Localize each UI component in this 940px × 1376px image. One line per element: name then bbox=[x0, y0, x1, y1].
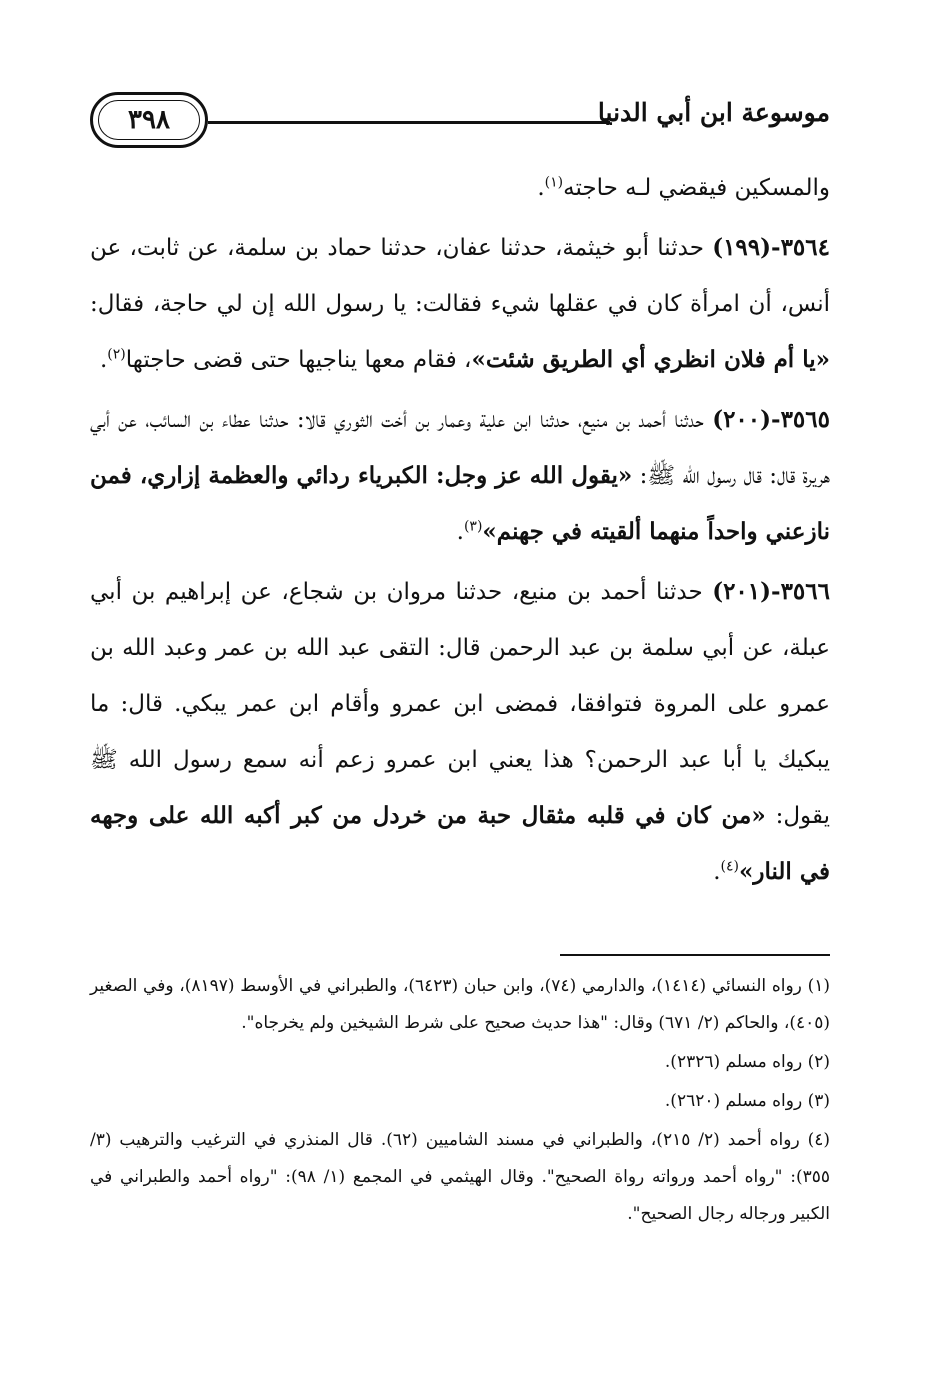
page-number: ٣٩٨ bbox=[128, 105, 170, 135]
footnote: (٣) رواه مسلم (٢٦٢٠). bbox=[664, 1091, 830, 1111]
hadith-paragraph bbox=[90, 220, 830, 388]
hadith-paragraph bbox=[90, 392, 830, 560]
footnote: (٢) رواه مسلم (٢٣٢٦). bbox=[664, 1052, 830, 1072]
footnotes bbox=[90, 968, 830, 1233]
paragraph-end: . bbox=[713, 859, 721, 885]
main-text bbox=[90, 160, 830, 900]
footnote-ref: (٣) bbox=[463, 518, 483, 535]
footnote: (٤) رواه أحمد (٢/ ٢١٥)، والطبراني في مسند الشاميين (٦٢). قال المنذري في الترغيب والترهيب (٣/ ٣٥٥): "رواه أحمد ورواته رواة الصحيح". وقال الهيثمي في المجمع (١/ ٩٨): "رواه أحمد والطبراني في الكبير ورجاله رجال الصحيح". bbox=[90, 1130, 830, 1224]
hadith-paragraph bbox=[90, 564, 830, 900]
footnote-ref: (٢) bbox=[107, 346, 126, 363]
paragraph-end: . bbox=[537, 175, 545, 201]
paragraph-continuation bbox=[90, 160, 830, 216]
paragraph-end: . bbox=[99, 347, 108, 373]
hadith-number: ٣٥٦٥-(٢٠٠) bbox=[712, 406, 830, 433]
header-rule bbox=[208, 121, 610, 124]
hadith-matn: «يا أم فلان انظري أي الطريق شئت» bbox=[471, 346, 830, 373]
paragraph-text: ، فقام معها يناجيها حتى قضى حاجتها bbox=[125, 347, 472, 373]
footnote-ref: (١) bbox=[544, 174, 564, 191]
isnad-text: حدثنا أحمد بن منيع، حدثنا مروان بن شجاع، عن إبراهيم بن أبي عبلة، عن أبي سلمة بن عبد الرحمن قال: التقى عبد الله بن عمر وعبد الله بن عمرو على المروة فتوافقا، فمضى ابن عمرو وأقام ابن عمر يبكي. قال: ما يبكيك يا أبا عبد الرحمن؟ هذا يعني ابن عمرو زعم أنه سمع رسول الله ﷺ يقول: bbox=[90, 579, 830, 829]
footnote-separator bbox=[560, 954, 830, 956]
paragraph-text: والمسكين فيقضي لـه حاجته bbox=[563, 175, 830, 201]
paragraph-end: . bbox=[456, 519, 464, 545]
footnote-ref: (٤) bbox=[720, 858, 739, 875]
hadith-number: ٣٥٦٦-(٢٠١) bbox=[712, 578, 830, 605]
isnad-text: حدثنا أبو خيثمة، حدثنا عفان، حدثنا حماد بن سلمة، عن ثابت، عن أنس، أن امرأة كان في عقلها شيء فقالت: يا رسول الله إن لي حاجة، فقال: bbox=[90, 235, 830, 317]
hadith-matn: «من كان في قلبه مثقال حبة من خردل من كبر أكبه الله على وجهه في النار» bbox=[90, 802, 830, 885]
footnote: (١) رواه النسائي (١٤١٤)، والدارمي (٧٤)، وابن حبان (٦٤٢٣)، والطبراني في الأوسط (٨١٩٧)، وفي الصغير (٤٠٥)، والحاكم (٢/ ٦٧١) وقال: "هذا حديث صحيح على شرط الشيخين ولم يخرجاه". bbox=[90, 976, 830, 1033]
book-title: موسوعة ابن أبي الدنيا bbox=[597, 98, 830, 127]
hadith-matn: «يقول الله عز وجل: الكبرياء ردائي والعظمة إزاري، فمن نازعني واحداً منهما ألقيته في جهنم» bbox=[90, 462, 830, 545]
isnad-text: حدثنا أحمد بن منيع، حدثنا ابن علية وعمار بن أخت الثوري قالا: حدثنا عطاء بن السائب، عن أبي هريرة قال: قال رسول الله ﷺ: bbox=[90, 407, 830, 489]
hadith-number: ٣٥٦٤-(١٩٩) bbox=[712, 234, 830, 261]
page-number-badge bbox=[90, 92, 208, 148]
page-header bbox=[90, 88, 830, 158]
